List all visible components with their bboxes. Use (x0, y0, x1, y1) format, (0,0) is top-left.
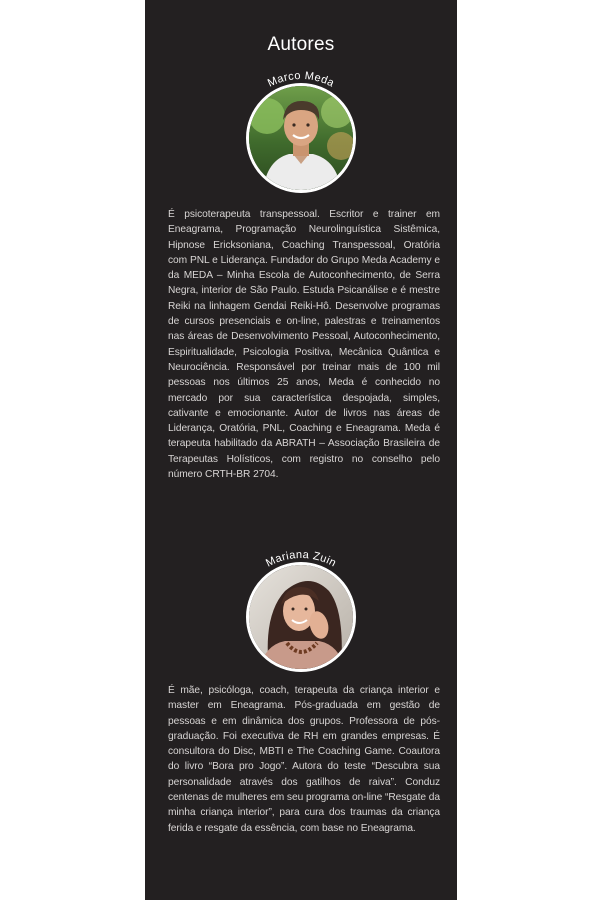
author-photo (246, 562, 356, 672)
author-name: Marco Meda (265, 69, 337, 90)
author-photo (246, 83, 356, 193)
author-bio: É mãe, psicóloga, coach, terapeuta da criança interior e master em Eneagrama. Pós-graduada em gestão de pessoas e em dinâmica dos grupos. Professora de pós-graduação. Foi executiva de RH em grandes empresas. É consultora do Disc, MBTI e The Coaching Game. Coautora do livro “Bora pro Jogo”. Autora do teste “Descubra sua personalidade através dos gatilhos de raiva”. Conduz centenas de mulheres em seu programa on-line “Resgate da minha criança interior”, para cura dos traumas da criança ferida e resgate da essência, com base no Eneagrama. (168, 685, 440, 834)
portrait-photo-man (249, 86, 353, 190)
author-name: Mariana Zuin (263, 548, 339, 570)
author-bio: É psicoterapeuta transpessoal. Escritor e trainer em Eneagrama, Programação Neurolinguística Sistêmica, Hipnose Ericksoniana, Coaching Transpessoal, Oratória com PNL e Liderança. Fundador do Grupo Meda Academy e da MEDA – Minha Escola de Autoconhecimento, de Serra Negra, interior de São Paulo. Estuda Psicanálise e é mestre Reiki na linhagem Gendai Reiki-Hô. Desenvolve programas de cursos presenciais e on-line, palestras e treinamentos nas áreas de Desenvolvimento Pessoal, Autoconhecimento, Espiritualidade, Psicologia Positiva, Mecânica Quântica e Neurociência. Responsável por treinar mais de 100 mil pessoas nos últimos 25 anos, Meda é conhecido no mercado por sua característica despojada, simples, cativante e emocionante. Autor de livros nas áreas de Liderança, Oratória, PNL, Coaching e Eneagrama. Meda é terapeuta habilitado da ABRATH – Associação Brasileira de Terapeutas Holísticos, com registro no conselho pelo número CRTH-BR 2704. (168, 209, 440, 481)
portrait-photo-woman (249, 565, 353, 669)
page-title: Autores (267, 34, 335, 55)
authors-page (145, 0, 457, 900)
